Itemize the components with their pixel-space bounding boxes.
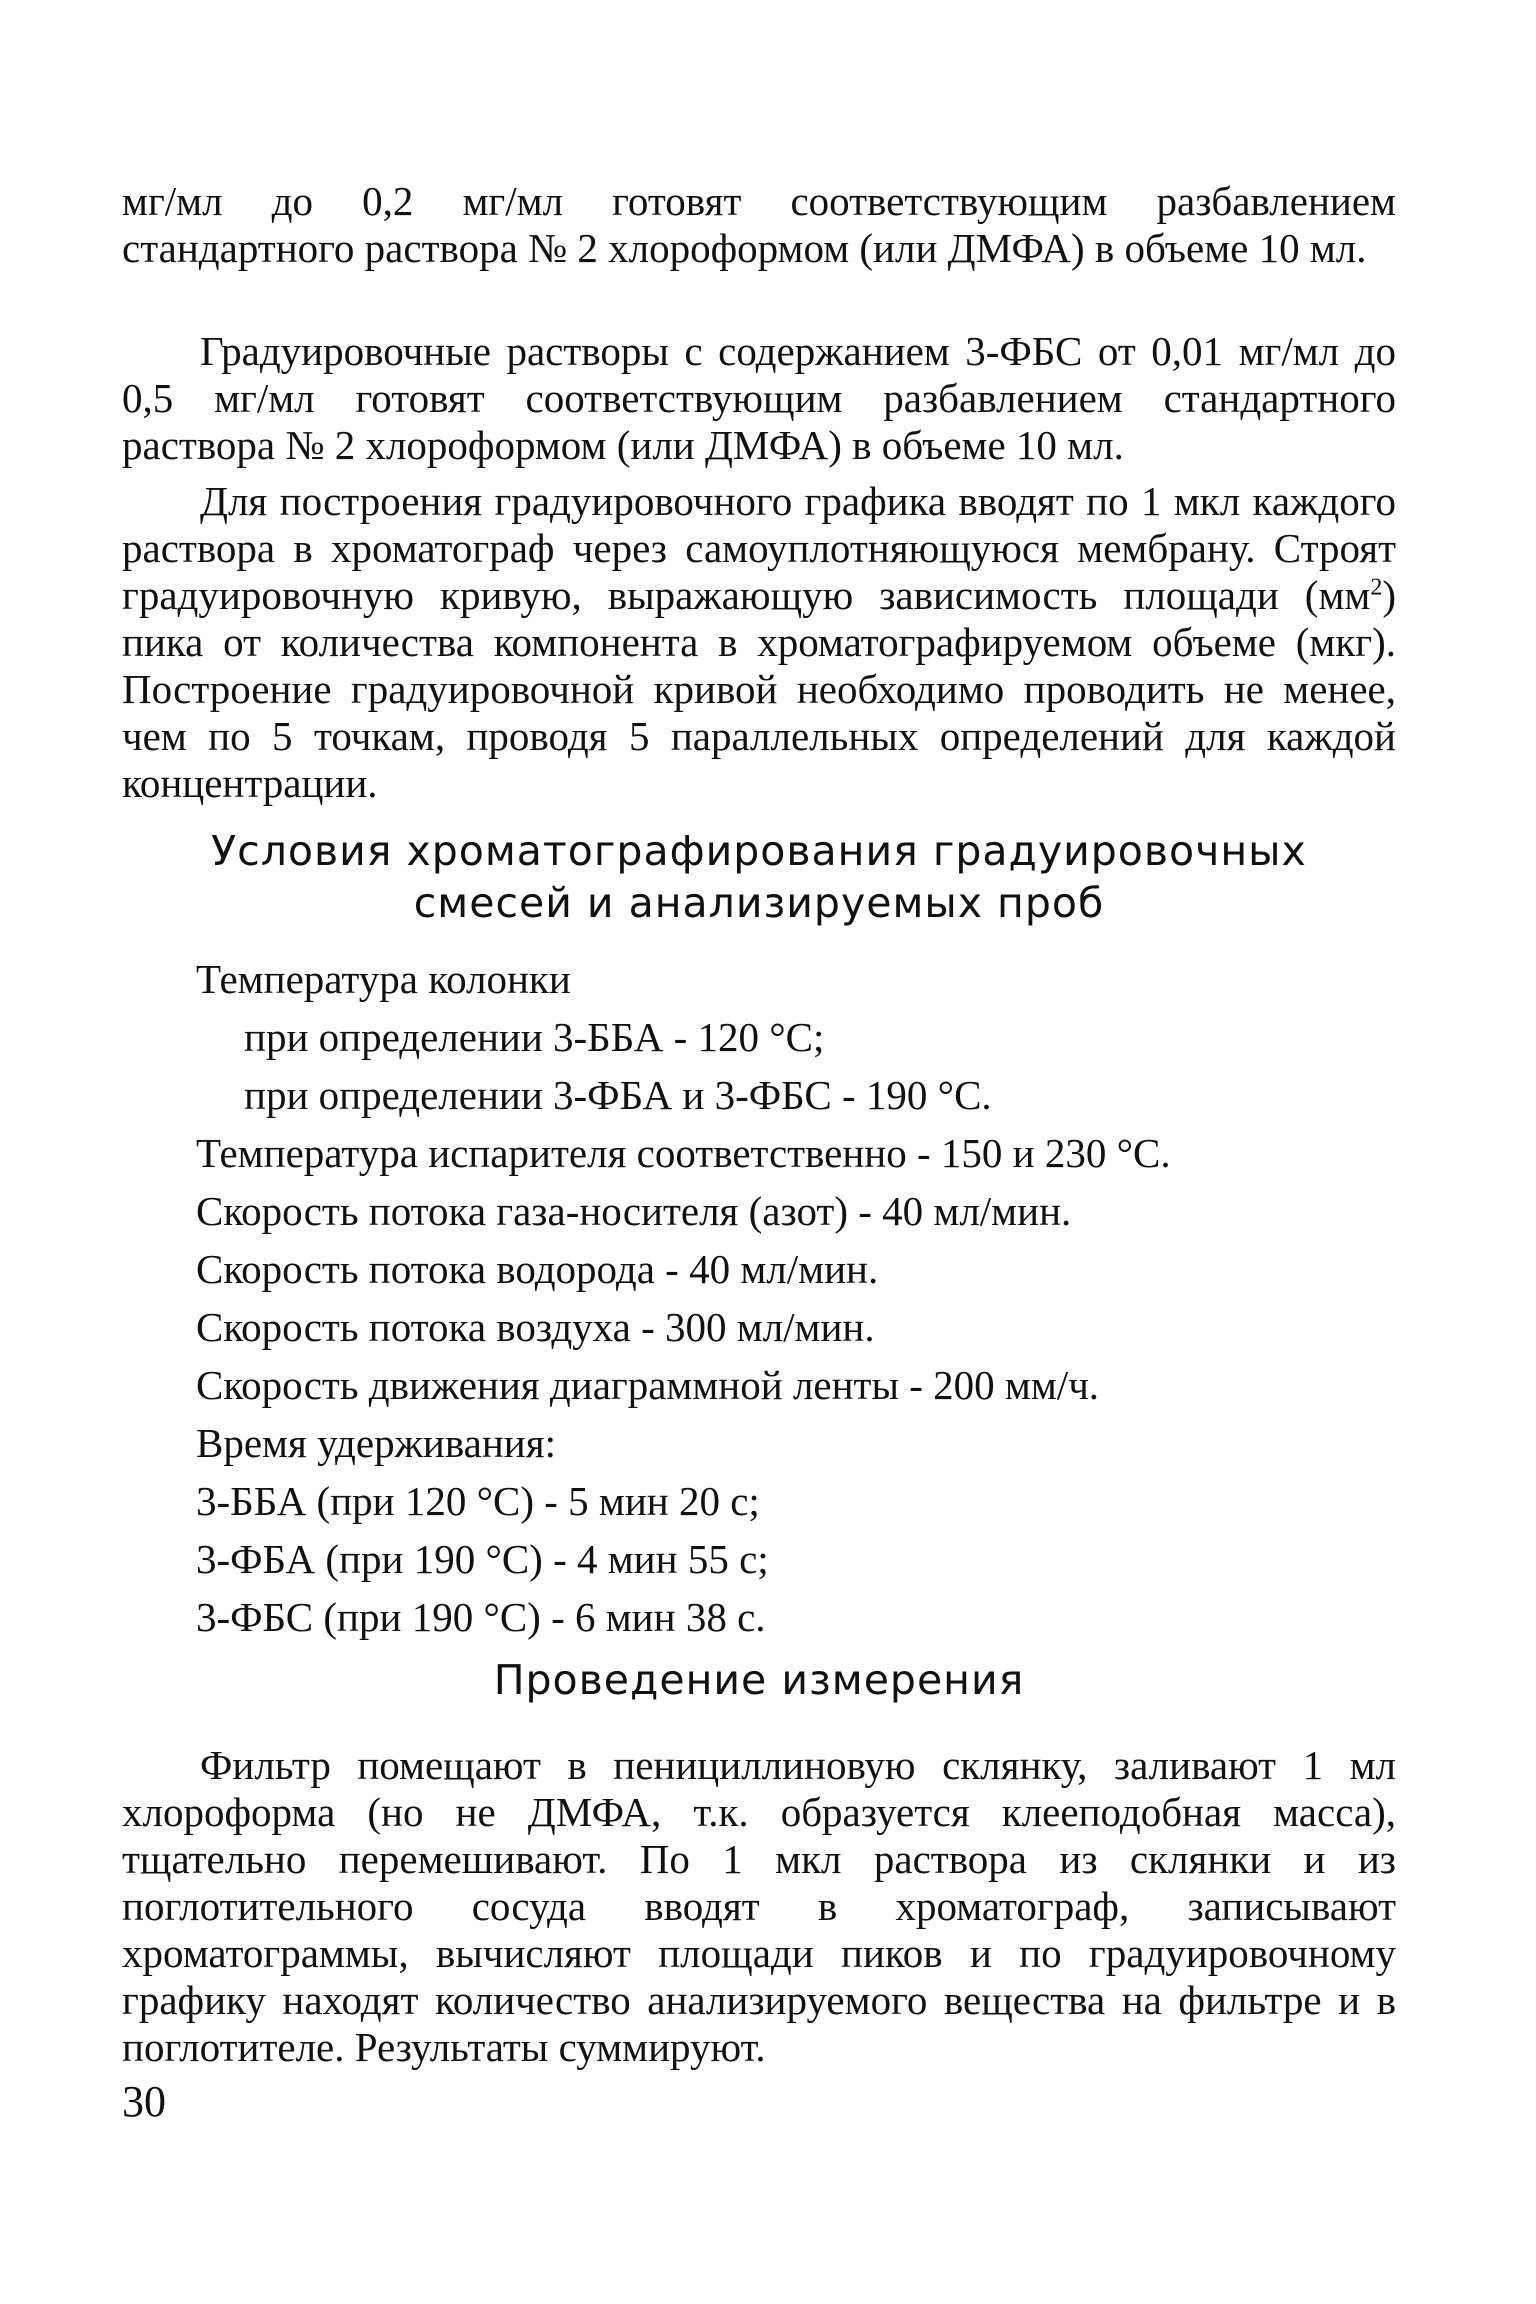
retention-time-3-fba: 3-ФБА (при 190 °С) - 4 мин 55 с;	[196, 1536, 769, 1582]
calibration-graph-text-start: Для построения градуировочного графика вводят по 1 мкл каждого раствора в хроматограф через самоуплотняющуюся мембрану. Строят градуировочную кривую, выражающую зависимость площади (мм	[122, 478, 1396, 618]
condition-retention-time-label: Время удерживания:	[196, 1420, 556, 1466]
calibration-graph-text-end: ) пика от количества компонента в хроматографируемом объеме (мкг). Построение градуировочной кривой необходимо проводить не менее, чем по 5 точкам, проводя 5 параллельных определений для каждой концентрации.	[122, 572, 1396, 806]
paragraph-calibration-graph	[122, 478, 1396, 807]
condition-air-flow: Скорость потока воздуха - 300 мл/мин.	[196, 1304, 875, 1350]
condition-temperature-3-fba-3-fbs: при определении 3-ФБА и 3-ФБС - 190 °С.	[244, 1072, 992, 1118]
retention-time-3-bba: 3-ББА (при 120 °С) - 5 мин 20 с;	[196, 1478, 760, 1524]
condition-carrier-gas-flow: Скорость потока газа-носителя (азот) - 40 мл/мин.	[196, 1188, 1072, 1234]
section-heading-measurement: Проведение измерения	[493, 1656, 1025, 1704]
condition-column-temperature: Температура колонки	[196, 956, 571, 1002]
condition-hydrogen-flow: Скорость потока водорода - 40 мл/мин.	[196, 1246, 879, 1292]
condition-chart-speed: Скорость движения диаграммной ленты - 200 мм/ч.	[196, 1362, 1100, 1408]
unit-superscript: 2	[1370, 574, 1383, 601]
condition-evaporator-temperature: Температура испарителя соответственно - 150 и 230 °С.	[196, 1130, 1171, 1176]
section-heading-chromatography-conditions	[122, 825, 1396, 929]
retention-time-3-fbs: 3-ФБС (при 190 °С) - 6 мин 38 с.	[196, 1594, 766, 1640]
paragraph-measurement-procedure: Фильтр помещают в пенициллиновую склянку, заливают 1 мл хлороформа (но не ДМФА, т.к. образуется клееподобная масса), тщательно перемешивают. По 1 мкл раствора из склянки и из поглотительного сосуда вводят в хроматограф, записывают хроматограммы, вычисляют площади пиков и по градуировочному графику находят количество анализируемого вещества на фильтре и в поглотителе. Результаты суммируют.	[122, 1742, 1396, 2070]
paragraph-calibration-dilution: мг/мл до 0,2 мг/мл готовят соответствующим разбавлением стандартного раствора № 2 хлороформом (или ДМФА) в объеме 10 мл.	[122, 178, 1396, 271]
heading-line-2: смесей и анализируемых проб	[413, 879, 1105, 927]
chromatography-conditions-list	[196, 950, 1171, 1646]
paragraph-calibration-solutions: Градуировочные растворы с содержанием 3-ФБС от 0,01 мг/мл до 0,5 мг/мл готовят соответствующим разбавлением стандартного раствора № 2 хлороформом (или ДМФА) в объеме 10 мл.	[122, 328, 1396, 468]
page-number: 30	[122, 2077, 166, 2126]
condition-temperature-3-bba: при определении 3-ББА - 120 °С;	[244, 1014, 825, 1060]
heading-line-1: Условия хроматографирования градуировочных	[211, 827, 1307, 875]
